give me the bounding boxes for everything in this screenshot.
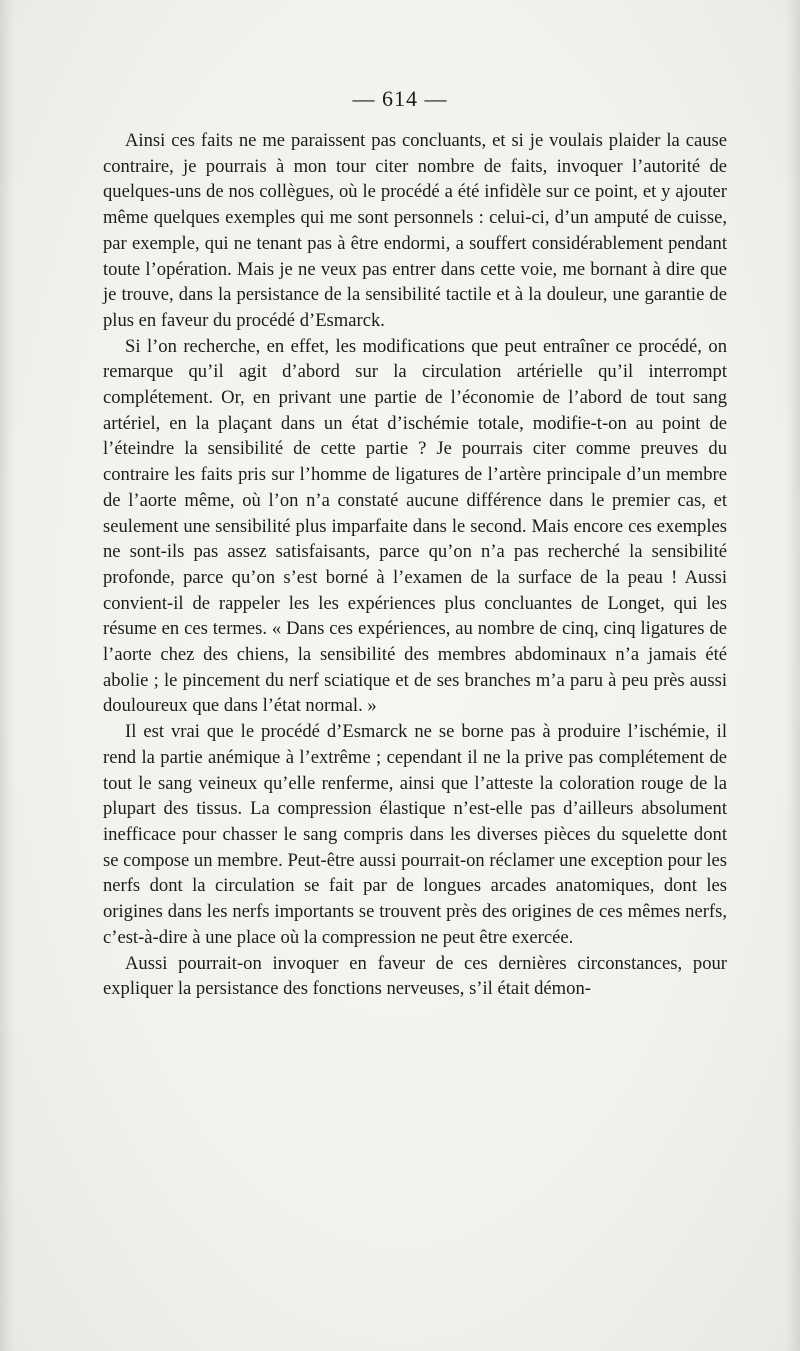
paragraph-3: Il est vrai que le procédé d’Esmarck ne se borne pas à produire l’ischémie, il rend la partie anémique à l’extrême ; cependant il ne la prive pas complétement de tout le sang veineux qu’elle renferme, ainsi que l’atteste la coloration rouge de la plupart des tissus. La compression élastique n’est-elle pas d’ailleurs absolument inefficace pour chasser le sang compris dans les diverses pièces du squelette dont se compose un membre. Peut-être aussi pourrait-on réclamer une exception pour les nerfs dont la circulation se fait par de longues arcades anatomiques, dont les origines dans les nerfs importants se trouvent près des origines de ces mêmes nerfs, c’est-à-dire à une place où la compression ne peut être exercée.: [103, 721, 727, 948]
paragraph-1: Ainsi ces faits ne me paraissent pas concluants, et si je voulais plaider la cause contraire, je pourrais à mon tour citer nombre de faits, invoquer l’autorité de quelques-uns de nos collègues, où le procédé a été infidèle sur ce point, et y ajouter même quelques exemples qui me sont personnels : celui-ci, d’un amputé de cuisse, par exemple, qui ne tenant pas à être endormi, a souffert considérablement pendant toute l’opération. Mais je ne veux pas entrer dans cette voie, me bornant à dire que je trouve, dans la persistance de la sensibilité tactile et à la douleur, une garantie de plus en faveur du procédé d’Esmarck.: [103, 130, 727, 331]
page-number: — 614 —: [352, 86, 448, 111]
paragraph-4: Aussi pourrait-on invoquer en faveur de ces dernières circonstances, pour expliquer la persistance des fonctions nerveuses, s’il était démon-: [103, 952, 727, 1000]
scan-shadow-right: [786, 0, 800, 1351]
scan-shadow-left: [0, 0, 14, 1351]
body-text: [103, 128, 727, 1002]
paragraph-2: Si l’on recherche, en effet, les modifications que peut entraîner ce procédé, on remarque qu’il agit d’abord sur la circulation artérielle qu’il interrompt complétement. Or, en privant une partie de l’économie de l’abord de tout sang artériel, en la plaçant dans un état d’ischémie totale, modifie-t-on au point de l’éteindre la sensibilité de cette partie ? Je pourrais citer comme preuves du contraire les faits pris sur l’homme de ligatures de l’artère principale d’un membre de l’aorte même, où l’on n’a constaté aucune différence dans le premier cas, et seulement une sensibilité plus imparfaite dans le second. Mais encore ces exemples ne sont-ils pas assez satisfaisants, parce qu’on n’a pas recherché la sensibilité profonde, parce qu’on s’est borné à l’examen de la surface de la peau ! Aussi convient-il de rappeler les les expériences plus concluantes de Longet, qui les résume en ces termes. « Dans ces expériences, au nombre de cinq, cinq ligatures de l’aorte chez des chiens, la sensibilité des membres abdominaux n’a jamais été abolie ; le pincement du nerf sciatique et de ses branches m’a paru à peu près aussi douloureux que dans l’état normal. »: [103, 335, 727, 717]
